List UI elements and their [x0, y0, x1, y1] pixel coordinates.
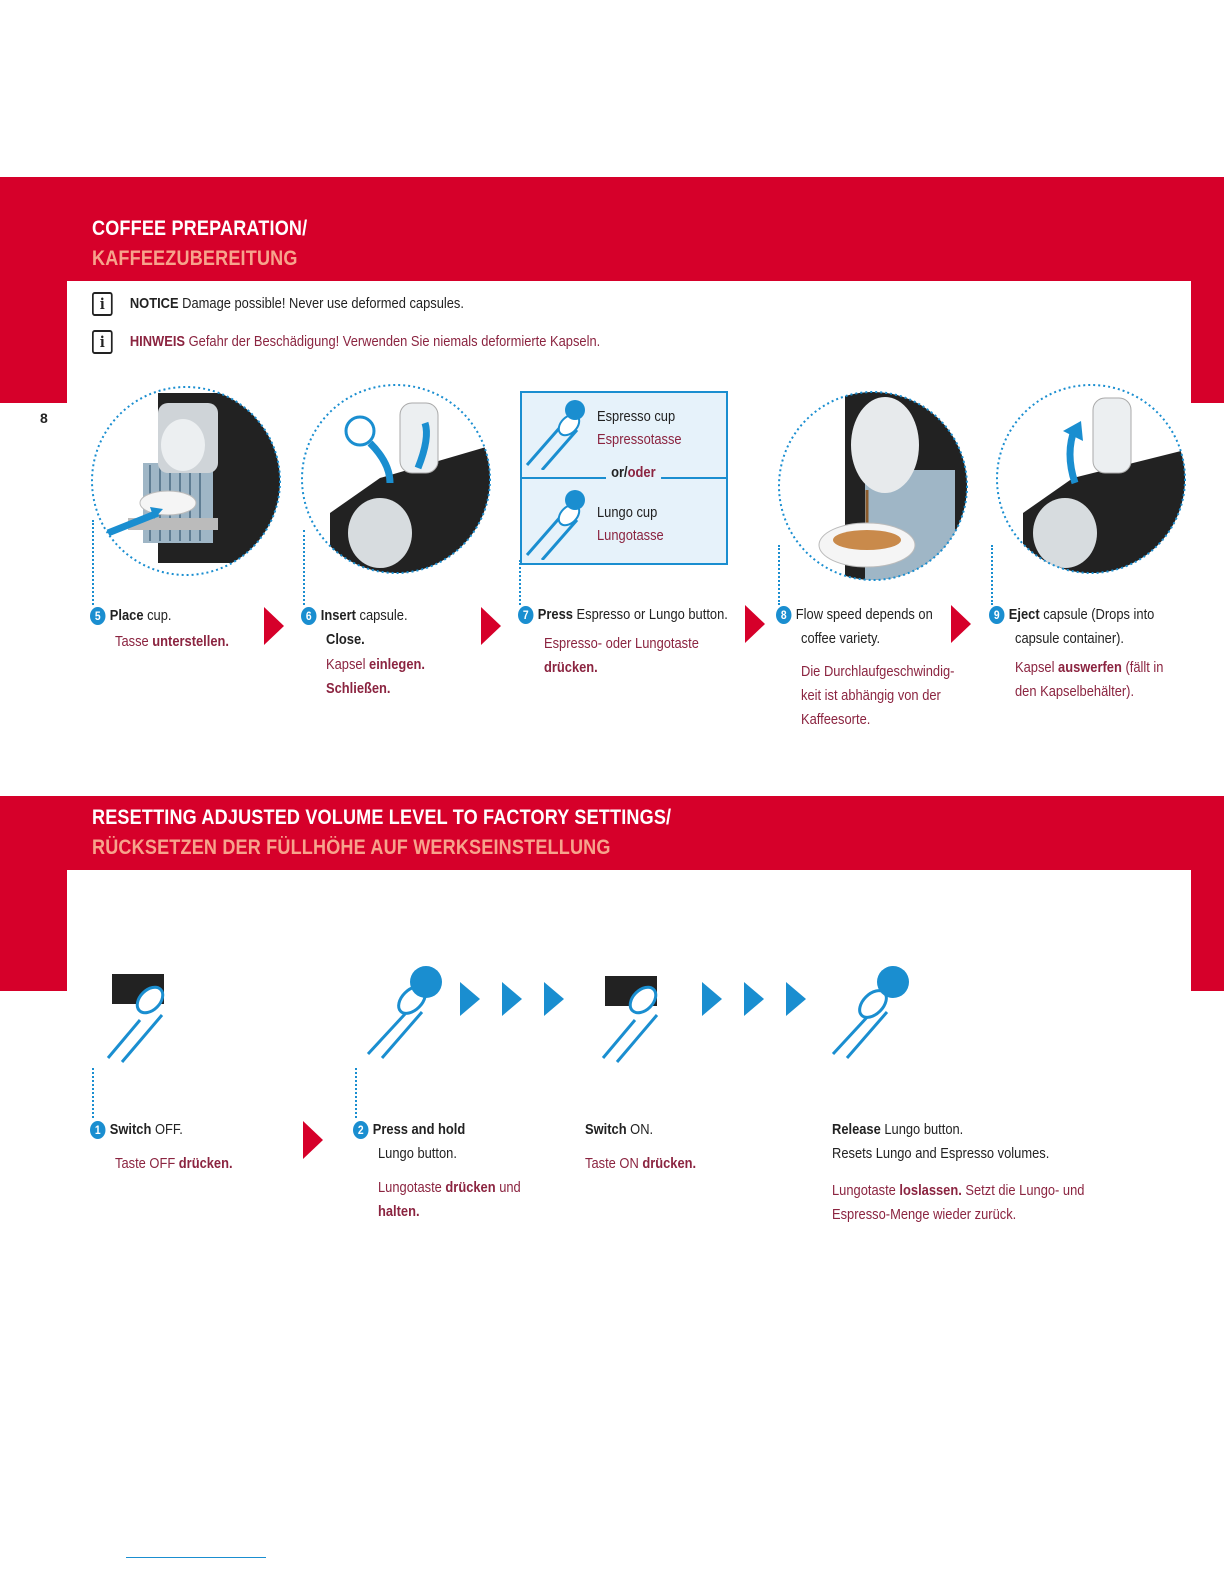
- reset-step-3: Switch ON.: [585, 1121, 654, 1138]
- reset-step-4: Release Lungo button.: [832, 1121, 964, 1138]
- lungo-button-press-icon: [522, 485, 592, 560]
- blue-arrow-icon: [460, 982, 480, 1016]
- step-number-badge: 9: [989, 606, 1004, 624]
- step-6-line2: Close.: [326, 631, 365, 648]
- step-9-de-line2: den Kapselbehälter).: [1015, 683, 1135, 700]
- next-step-arrow-icon: [481, 607, 501, 645]
- reset-step-4-de: Lungotaste loslassen. Setzt die Lungo- und: [832, 1182, 1085, 1199]
- page-number: 8: [40, 410, 48, 426]
- step-9: 9 Eject capsule (Drops into: [989, 603, 1154, 627]
- leader-line: [778, 545, 780, 605]
- blue-arrow-icon: [744, 982, 764, 1016]
- info-icon: i: [92, 292, 113, 316]
- reset-step-3-de: Taste ON drücken.: [585, 1155, 697, 1172]
- step-number-badge: 7: [518, 606, 533, 624]
- reset-step-2-line2: Lungo button.: [378, 1145, 457, 1162]
- illustration-eject-capsule: [993, 383, 1193, 583]
- or-en: or/: [611, 464, 628, 481]
- reset-step-4-de-line2: Espresso-Menge wieder zurück.: [832, 1206, 1017, 1223]
- step-number-badge: 6: [301, 607, 316, 625]
- info-icon: i: [92, 330, 113, 354]
- blue-arrow-icon: [502, 982, 522, 1016]
- next-step-arrow-icon: [264, 607, 284, 645]
- notice-en-text: Damage possible! Never use deformed capsules.: [182, 294, 464, 312]
- switch-off-press-icon: [100, 970, 175, 1065]
- step-number-badge: 5: [90, 607, 105, 625]
- blue-arrow-icon: [702, 982, 722, 1016]
- step-8-de-line3: Kaffeesorte.: [801, 711, 871, 728]
- next-step-arrow-icon: [745, 605, 765, 643]
- section1-title-en: COFFEE PREPARATION/: [92, 217, 308, 240]
- step-number-badge: 2: [353, 1121, 368, 1139]
- reset-step-4-line2: Resets Lungo and Espresso volumes.: [832, 1145, 1050, 1162]
- reset-step-1-de: Taste OFF drücken.: [115, 1155, 233, 1172]
- step-6-de-line2: Schließen.: [326, 680, 391, 697]
- lungo-button-release-icon: [825, 962, 915, 1062]
- step-8-line2: coffee variety.: [801, 630, 881, 647]
- illustration-place-cup: [88, 383, 288, 583]
- or-de: oder: [627, 464, 656, 481]
- notice-de-text: Gefahr der Beschädigung! Verwenden Sie niemals deformierte Kapseln.: [188, 332, 601, 350]
- reset-step-2: 2 Press and hold: [353, 1118, 465, 1142]
- blue-arrow-icon: [544, 982, 564, 1016]
- leader-line: [355, 1068, 357, 1118]
- leader-line: [991, 545, 993, 605]
- section2-title-de: RÜCKSETZEN DER FÜLLHÖHE AUF WERKSEINSTELLUNG: [92, 836, 611, 859]
- notice-de-label: HINWEIS: [129, 332, 186, 350]
- reset-step-2-de-line2: halten.: [378, 1203, 420, 1220]
- lungo-cup-de: Lungotasse: [597, 527, 664, 544]
- step-8-de-line1: Die Durchlaufgeschwindig-: [801, 663, 955, 680]
- next-step-arrow-icon: [951, 605, 971, 643]
- notice-de: [92, 330, 600, 354]
- espresso-button-press-icon: [522, 395, 592, 470]
- notice-en: [92, 292, 464, 316]
- notice-en-label: NOTICE: [129, 294, 179, 312]
- switch-on-press-icon: [595, 970, 670, 1065]
- section2-title-en: RESETTING ADJUSTED VOLUME LEVEL TO FACTORY SETTINGS/: [92, 806, 672, 829]
- leader-line: [92, 520, 94, 605]
- step-7: 7 Press Espresso or Lungo button.: [518, 603, 728, 627]
- step-9-line2: capsule container).: [1015, 630, 1125, 647]
- leader-line: [303, 530, 305, 605]
- step-7-de-line2: drücken.: [544, 659, 598, 676]
- step-9-de: Kapsel auswerfen (fällt in: [1015, 659, 1164, 676]
- step-5: 5 Place cup.: [90, 604, 171, 628]
- step-number-badge: 8: [776, 606, 791, 624]
- step-6: 6 Insert capsule.: [301, 604, 408, 628]
- leader-line: [92, 1068, 94, 1118]
- leader-line: [519, 560, 521, 605]
- reset-step-1: 1 Switch OFF.: [90, 1118, 183, 1142]
- espresso-cup-de: Espressotasse: [597, 431, 682, 448]
- or-label: [606, 461, 661, 485]
- step-number-badge: 1: [90, 1121, 105, 1139]
- espresso-cup-en: Espresso cup: [597, 408, 676, 425]
- blue-arrow-icon: [786, 982, 806, 1016]
- illustration-flow-speed: [775, 390, 975, 590]
- step-8-de-line2: keit ist abhängig von der: [801, 687, 941, 704]
- step-7-de: Espresso- oder Lungotaste: [544, 635, 699, 652]
- step-5-de: Tasse unterstellen.: [115, 633, 229, 650]
- lungo-button-hold-icon: [360, 962, 450, 1062]
- footer-rule: [126, 1557, 266, 1558]
- reset-step-2-de: Lungotaste drücken und: [378, 1179, 521, 1196]
- illustration-insert-capsule: [300, 383, 500, 583]
- section1-title-de: KAFFEEZUBEREITUNG: [92, 247, 298, 270]
- step-6-de: Kapsel einlegen.: [326, 656, 425, 673]
- step-8: 8 Flow speed depends on: [776, 603, 933, 627]
- next-step-arrow-icon: [303, 1121, 323, 1159]
- lungo-cup-en: Lungo cup: [597, 504, 658, 521]
